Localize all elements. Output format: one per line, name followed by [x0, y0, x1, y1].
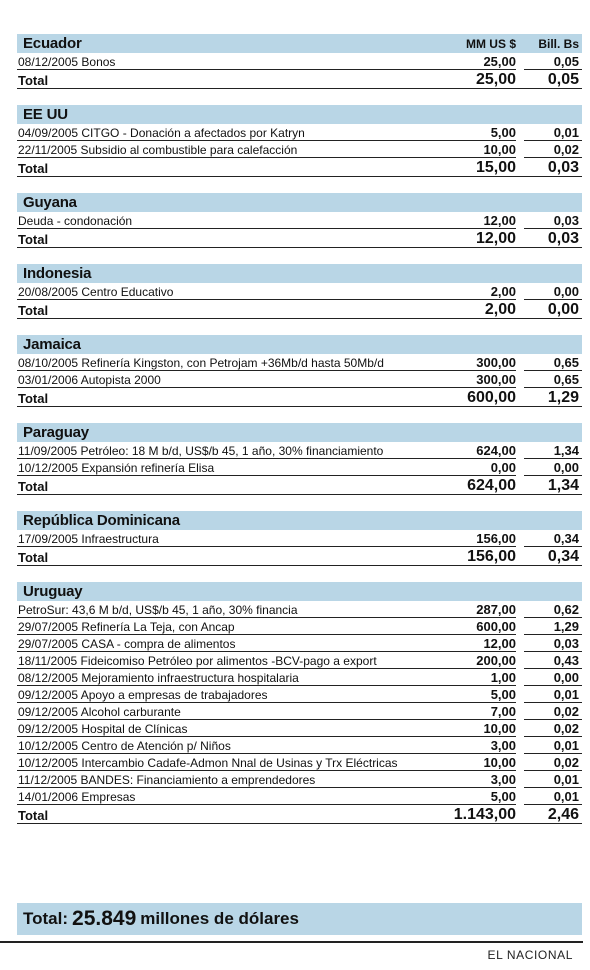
table-row	[17, 212, 582, 229]
amount-usd: 624,00	[467, 477, 516, 494]
amount-bs: 0,03	[547, 159, 579, 176]
amount-usd: 5,00	[436, 688, 516, 703]
amount-usd: 600,00	[436, 620, 516, 635]
row-description: 11/12/2005 BANDES: Financiamiento a emprendedores	[17, 773, 436, 788]
amount-usd: 300,00	[436, 373, 516, 388]
total-label: Total	[18, 162, 49, 176]
amount-usd: 5,00	[436, 790, 516, 805]
amount-bs: 0,03	[524, 637, 582, 652]
amount-usd: 7,00	[436, 705, 516, 720]
total-label: Total	[18, 74, 49, 88]
amount-usd: 300,00	[436, 356, 516, 371]
row-description: 29/07/2005 CASA - compra de alimentos	[17, 637, 436, 652]
country-section	[17, 335, 582, 407]
amount-usd: 3,00	[436, 739, 516, 754]
row-description: 10/12/2005 Intercambio Cadafe-Admon Nnal de Usinas y Trx Eléctricas	[17, 756, 436, 771]
amount-usd: 15,00	[475, 159, 516, 176]
table-row	[17, 530, 582, 547]
amount-bs: 0,02	[524, 756, 582, 771]
country-section	[17, 264, 582, 319]
row-description: PetroSur: 43,6 M b/d, US$/b 45, 1 año, 30% financia	[17, 603, 436, 618]
table-row	[17, 283, 582, 300]
amount-bs: 1,29	[547, 389, 579, 406]
total-label: Total	[18, 480, 49, 494]
country-header	[17, 582, 582, 601]
amount-bs: 0,01	[524, 790, 582, 805]
row-description: 29/07/2005 Refinería La Teja, con Ancap	[17, 620, 436, 635]
amount-bs: 0,02	[524, 722, 582, 737]
row-description: Deuda - condonación	[17, 214, 436, 229]
cooperation-table	[17, 34, 582, 840]
table-row	[17, 141, 582, 158]
country-name: Ecuador	[23, 35, 82, 52]
amount-bs: 0,43	[524, 654, 582, 669]
amount-usd: 2,00	[436, 285, 516, 300]
table-row	[17, 737, 582, 754]
country-section	[17, 105, 582, 177]
country-name: Indonesia	[23, 265, 92, 282]
total-row	[17, 476, 582, 495]
amount-usd: 10,00	[436, 756, 516, 771]
row-description: 11/09/2005 Petróleo: 18 M b/d, US$/b 45, 1 año, 30% financiamiento	[17, 444, 436, 459]
country-header	[17, 511, 582, 530]
total-label: Total	[18, 304, 49, 318]
country-header	[17, 423, 582, 442]
country-name: Paraguay	[23, 424, 89, 441]
amount-bs: 2,46	[547, 806, 579, 823]
table-row	[17, 124, 582, 141]
total-row	[17, 805, 582, 824]
amount-bs: 0,01	[524, 688, 582, 703]
country-name: Guyana	[23, 194, 77, 211]
row-description: 08/12/2005 Bonos	[17, 55, 436, 70]
source-credit: EL NACIONAL	[487, 948, 573, 962]
amount-usd: 1,00	[436, 671, 516, 686]
country-name: Uruguay	[23, 583, 83, 600]
amount-bs: 0,00	[524, 285, 582, 300]
amount-bs: 0,02	[524, 143, 582, 158]
total-row	[17, 547, 582, 566]
table-row	[17, 442, 582, 459]
table-row	[17, 652, 582, 669]
amount-usd: 287,00	[436, 603, 516, 618]
table-row	[17, 686, 582, 703]
row-description: 17/09/2005 Infraestructura	[17, 532, 436, 547]
table-row	[17, 618, 582, 635]
column-header-bs: Bill. Bs	[538, 36, 579, 51]
row-description: 04/09/2005 CITGO - Donación a afectados por Katryn	[17, 126, 436, 141]
total-label: Total	[18, 809, 49, 823]
amount-bs: 1,34	[547, 477, 579, 494]
amount-usd: 156,00	[467, 548, 516, 565]
grand-total-amount: 25.849	[72, 907, 137, 930]
table-row	[17, 669, 582, 686]
amount-usd: 200,00	[436, 654, 516, 669]
row-description: 09/12/2005 Apoyo a empresas de trabajadores	[17, 688, 436, 703]
row-description: 08/10/2005 Refinería Kingston, con Petrojam +36Mb/d hasta 50Mb/d	[17, 356, 436, 371]
amount-bs: 0,65	[524, 373, 582, 388]
country-header	[17, 34, 582, 53]
country-section	[17, 34, 582, 89]
table-row	[17, 53, 582, 70]
country-name: República Dominicana	[23, 512, 180, 529]
amount-bs: 0,00	[524, 671, 582, 686]
row-description: 22/11/2005 Subsidio al combustible para calefacción	[17, 143, 436, 158]
bottom-rule	[0, 941, 583, 943]
amount-bs: 0,05	[524, 55, 582, 70]
country-section	[17, 193, 582, 248]
amount-usd: 624,00	[436, 444, 516, 459]
amount-bs: 0,02	[524, 705, 582, 720]
table-row	[17, 788, 582, 805]
row-description: 20/08/2005 Centro Educativo	[17, 285, 436, 300]
total-row	[17, 388, 582, 407]
total-label: Total	[18, 551, 49, 565]
amount-bs: 0,03	[524, 214, 582, 229]
country-section	[17, 511, 582, 566]
table-row	[17, 703, 582, 720]
amount-usd: 12,00	[436, 637, 516, 652]
amount-bs: 1,34	[524, 444, 582, 459]
table-row	[17, 354, 582, 371]
row-description: 03/01/2006 Autopista 2000	[17, 373, 436, 388]
amount-usd: 25,00	[436, 55, 516, 70]
amount-bs: 0,00	[524, 461, 582, 476]
amount-usd: 12,00	[475, 230, 516, 247]
amount-bs: 0,62	[524, 603, 582, 618]
amount-usd: 1.143,00	[453, 806, 516, 823]
amount-bs: 0,00	[547, 301, 579, 318]
column-header-usd: MM US $	[465, 36, 516, 51]
table-row	[17, 601, 582, 618]
amount-usd: 10,00	[436, 722, 516, 737]
amount-usd: 0,00	[436, 461, 516, 476]
amount-bs: 0,34	[547, 548, 579, 565]
country-section	[17, 582, 582, 824]
country-header	[17, 105, 582, 124]
table-row	[17, 635, 582, 652]
amount-usd: 10,00	[436, 143, 516, 158]
amount-bs: 0,05	[547, 71, 579, 88]
amount-bs: 0,01	[524, 739, 582, 754]
amount-usd: 156,00	[436, 532, 516, 547]
country-header	[17, 264, 582, 283]
amount-usd: 2,00	[484, 301, 516, 318]
country-header	[17, 193, 582, 212]
grand-total-suffix: millones de dólares	[140, 909, 299, 928]
amount-usd: 5,00	[436, 126, 516, 141]
row-description: 14/01/2006 Empresas	[17, 790, 436, 805]
row-description: 09/12/2005 Hospital de Clínicas	[17, 722, 436, 737]
table-row	[17, 771, 582, 788]
amount-bs: 0,65	[524, 356, 582, 371]
total-label: Total	[18, 392, 49, 406]
country-name: EE UU	[23, 106, 68, 123]
row-description: 08/12/2005 Mejoramiento infraestructura hospitalaria	[17, 671, 436, 686]
country-section	[17, 423, 582, 495]
amount-usd: 600,00	[467, 389, 516, 406]
grand-total-prefix: Total:	[23, 909, 69, 928]
row-description: 10/12/2005 Centro de Atención p/ Niños	[17, 739, 436, 754]
total-row	[17, 70, 582, 89]
amount-bs: 0,01	[524, 126, 582, 141]
country-header	[17, 335, 582, 354]
table-row	[17, 371, 582, 388]
amount-usd: 12,00	[436, 214, 516, 229]
row-description: 10/12/2005 Expansión refinería Elisa	[17, 461, 436, 476]
amount-bs: 0,34	[524, 532, 582, 547]
total-row	[17, 158, 582, 177]
grand-total-bar	[17, 903, 582, 935]
table-row	[17, 459, 582, 476]
country-name: Jamaica	[23, 336, 81, 353]
amount-usd: 25,00	[475, 71, 516, 88]
table-row	[17, 720, 582, 737]
amount-bs: 0,01	[524, 773, 582, 788]
total-label: Total	[18, 233, 49, 247]
row-description: 09/12/2005 Alcohol carburante	[17, 705, 436, 720]
total-row	[17, 229, 582, 248]
row-description: 18/11/2005 Fideicomiso Petróleo por alimentos -BCV-pago a export	[17, 654, 436, 669]
amount-bs: 1,29	[524, 620, 582, 635]
amount-bs: 0,03	[547, 230, 579, 247]
table-row	[17, 754, 582, 771]
total-row	[17, 300, 582, 319]
amount-usd: 3,00	[436, 773, 516, 788]
